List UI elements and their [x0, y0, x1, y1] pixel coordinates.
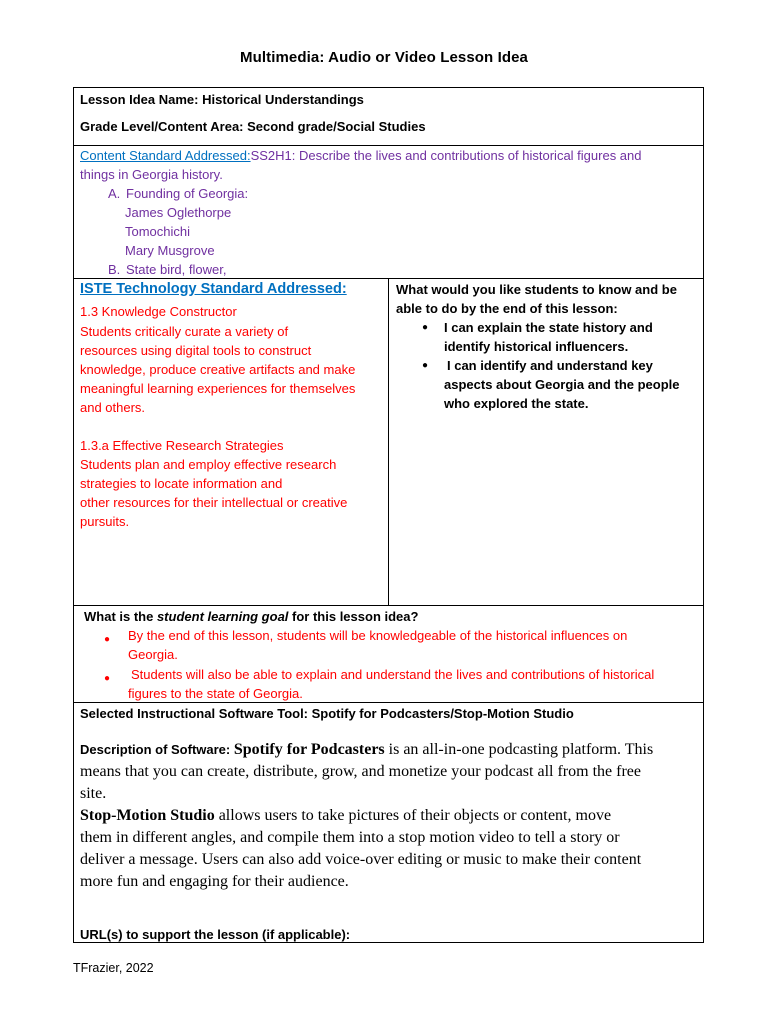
learning-goal-prefix: What is the: [84, 609, 157, 624]
stop-motion-description-line1: [80, 805, 611, 827]
iste-std2-title: 1.3.a Effective Research Strategies: [80, 438, 284, 453]
person-musgrove: Mary Musgrove: [125, 243, 215, 258]
standards-objectives-row: [74, 278, 703, 605]
iste-std1-line: knowledge, produce creative artifacts and make: [80, 362, 356, 377]
goal-2-line2: figures to the state of Georgia.: [128, 686, 303, 701]
iste-std1-title: 1.3 Knowledge Constructor: [80, 304, 237, 319]
item-b-text: State bird, flower,: [126, 262, 227, 277]
stop-motion-text: allows users to take pictures of their objects or content, move: [214, 807, 612, 824]
lesson-info-row: [74, 88, 703, 145]
spotify-description-line2: means that you can create, distribute, grow, and monetize your podcast all from the free: [80, 763, 641, 780]
lesson-name: Lesson Idea Name: Historical Understandings: [80, 92, 364, 107]
learning-goal-emphasis: student learning goal: [156, 609, 289, 624]
iste-std2-line: Students plan and employ effective research: [80, 457, 337, 472]
spotify-description-line3: site.: [80, 785, 107, 802]
stop-motion-description-line2: them in different angles, and compile them into a stop motion video to tell a story or: [80, 829, 620, 846]
content-standard-row: [74, 145, 703, 278]
goal-1-line2: Georgia.: [128, 647, 178, 662]
bullet-icon: ●: [422, 360, 429, 371]
stop-motion-name: Stop-Motion Studio: [80, 807, 215, 824]
content-standard-line2: things in Georgia history.: [80, 167, 223, 182]
item-b-marker: B.: [108, 262, 121, 277]
bullet-icon: ●: [104, 673, 111, 684]
iste-std1-line: Students critically curate a variety of: [80, 324, 289, 339]
description-label: Description of Software:: [80, 742, 234, 757]
spotify-name: Spotify for Podcasters: [233, 741, 385, 758]
iste-std2-line: strategies to locate information and: [80, 476, 283, 491]
objective-2-line3: who explored the state.: [444, 396, 589, 411]
footer-author: TFrazier, 2022: [73, 961, 154, 975]
objective-1-line1: I can explain the state history and: [444, 320, 653, 335]
item-a-text: Founding of Georgia:: [126, 186, 249, 201]
spotify-text: is an all-in-one podcasting platform. This: [384, 741, 654, 758]
iste-heading: ISTE Technology Standard Addressed:: [80, 281, 347, 297]
content-standard-line1: [80, 146, 642, 165]
goal-2-line1: Students will also be able to explain and understand the lives and contributions of historical: [131, 667, 655, 682]
grade-level: Grade Level/Content Area: Second grade/Social Studies: [80, 119, 426, 134]
item-a-marker: A.: [108, 186, 121, 201]
software-row: [74, 702, 703, 944]
iste-std2-line: other resources for their intellectual or creative: [80, 495, 348, 510]
iste-std1-line: meaningful learning experiences for themselves: [80, 381, 356, 396]
person-tomochichi: Tomochichi: [125, 224, 191, 239]
content-standard-heading: Content Standard Addressed:: [80, 148, 251, 163]
objective-1-line2: identify historical influencers.: [444, 339, 629, 354]
person-oglethorpe: James Oglethorpe: [125, 205, 232, 220]
iste-std2-line: pursuits.: [80, 514, 130, 529]
iste-std1-line: resources using digital tools to construct: [80, 343, 312, 358]
objective-2-line1: I can identify and understand key: [447, 358, 653, 373]
learning-goal-suffix: for this lesson idea?: [288, 609, 419, 624]
iste-std1-line: and others.: [80, 400, 146, 415]
column-divider: [388, 279, 389, 605]
stop-motion-description-line4: more fun and engaging for their audience.: [80, 873, 349, 890]
objectives-question-line1: What would you like students to know and be: [396, 282, 677, 297]
bullet-icon: ●: [422, 322, 429, 333]
content-standard-text: SS2H1: Describe the lives and contributions of historical figures and: [250, 148, 642, 163]
learning-goal-row: [74, 605, 703, 702]
stop-motion-description-line3: deliver a message. Users can also add voice-over editing or music to make their content: [80, 851, 642, 868]
spotify-description-line1: [80, 739, 653, 761]
objectives-question-line2: able to do by the end of this lesson:: [396, 301, 618, 316]
objective-2-line2: aspects about Georgia and the people: [444, 377, 680, 392]
goal-1-line1: By the end of this lesson, students will be knowledgeable of the historical influences on: [128, 628, 628, 643]
software-tool-label: Selected Instructional Software Tool: Spotify for Podcasters/Stop-Motion Studio: [80, 706, 574, 721]
learning-goal-question: [84, 607, 418, 626]
url-label: URL(s) to support the lesson (if applicable):: [80, 927, 351, 942]
bullet-icon: ●: [104, 634, 111, 645]
lesson-plan-table: [73, 87, 704, 943]
page-title: Multimedia: Audio or Video Lesson Idea: [239, 49, 528, 66]
